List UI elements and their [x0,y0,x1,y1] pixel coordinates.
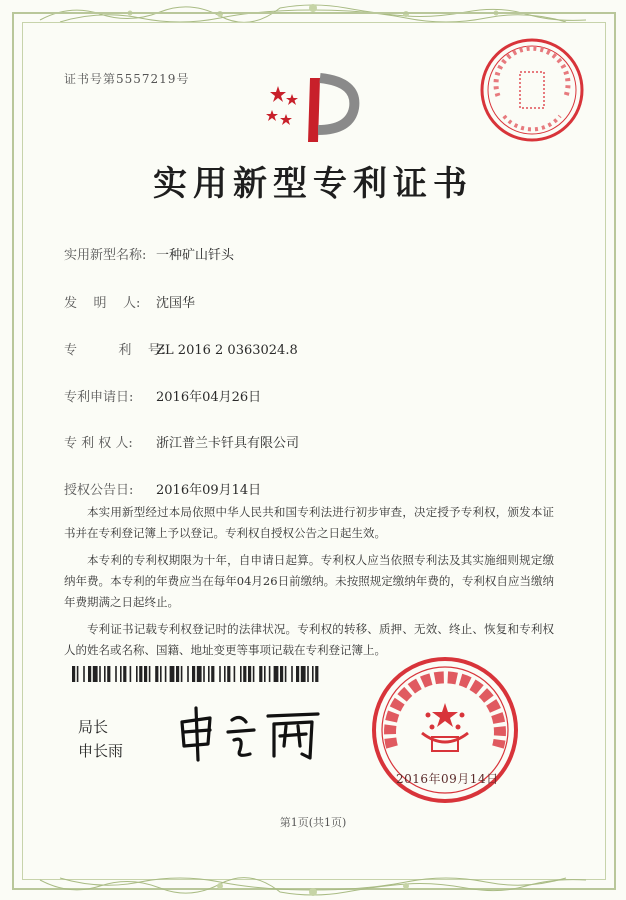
field-inventor [64,292,195,311]
director-name: 申长雨 [78,742,124,760]
field-label: 授权公告日: [64,483,134,498]
bottom-ornament [0,874,626,900]
field-label: 发 明 人: [64,296,141,311]
body-paragraph: 本实用新型经过本局依照中华人民共和国专利法进行初步审查，决定授予专利权，颁发本证书并在专利登记簿上予以登记。专利权自授权公告之日起生效。 [64,505,554,540]
sipo-logo [258,68,368,148]
field-patent-number [64,339,298,358]
certificate-title: 实用新型专利证书 [153,164,473,204]
field-label: 专 利 权 人: [64,436,133,451]
field-grant-date [64,479,261,498]
page-number: 第1页(共1页) [279,816,347,829]
field-value: 浙江普兰卡钎具有限公司 [156,436,300,451]
field-label: 专 利 号: [64,343,166,358]
field-value: 2016年04月26日 [156,390,262,405]
certificate-number: 证书号第5557219号 [64,72,190,86]
field-value: ZL 2016 2 0363024.8 [156,343,298,358]
field-value: 2016年09月14日 [156,483,262,498]
field-application-date [64,386,261,405]
field-utility-model-name [64,244,234,263]
field-value: 一种矿山钎头 [156,248,235,263]
body-paragraph: 专利证书记载专利权登记时的法律状况。专利权的转移、质押、无效、终止、恢复和专利权人的姓名或名称、国籍、地址变更等事项记载在专利登记簿上。 [64,622,554,657]
field-patentee [64,432,299,451]
director-title: 局长 [78,718,109,736]
field-value: 沈国华 [156,296,196,311]
seal-date: 2016年09月14日 [396,772,499,786]
field-label: 专利申请日: [64,390,134,405]
field-label: 实用新型名称: [64,248,147,263]
body-paragraph: 本专利的专利权期限为十年，自申请日起算。专利权人应当依照专利法及其实施细则规定缴纳年费。本专利的年费应当在每年04月26日前缴纳。未按照规定缴纳年费的，专利权自应当缴纳年费期满之日起终止。 [64,553,554,609]
certificate-body [64,502,554,661]
agency-seal [478,36,586,144]
director-signature [170,700,330,766]
barcode [72,666,322,682]
